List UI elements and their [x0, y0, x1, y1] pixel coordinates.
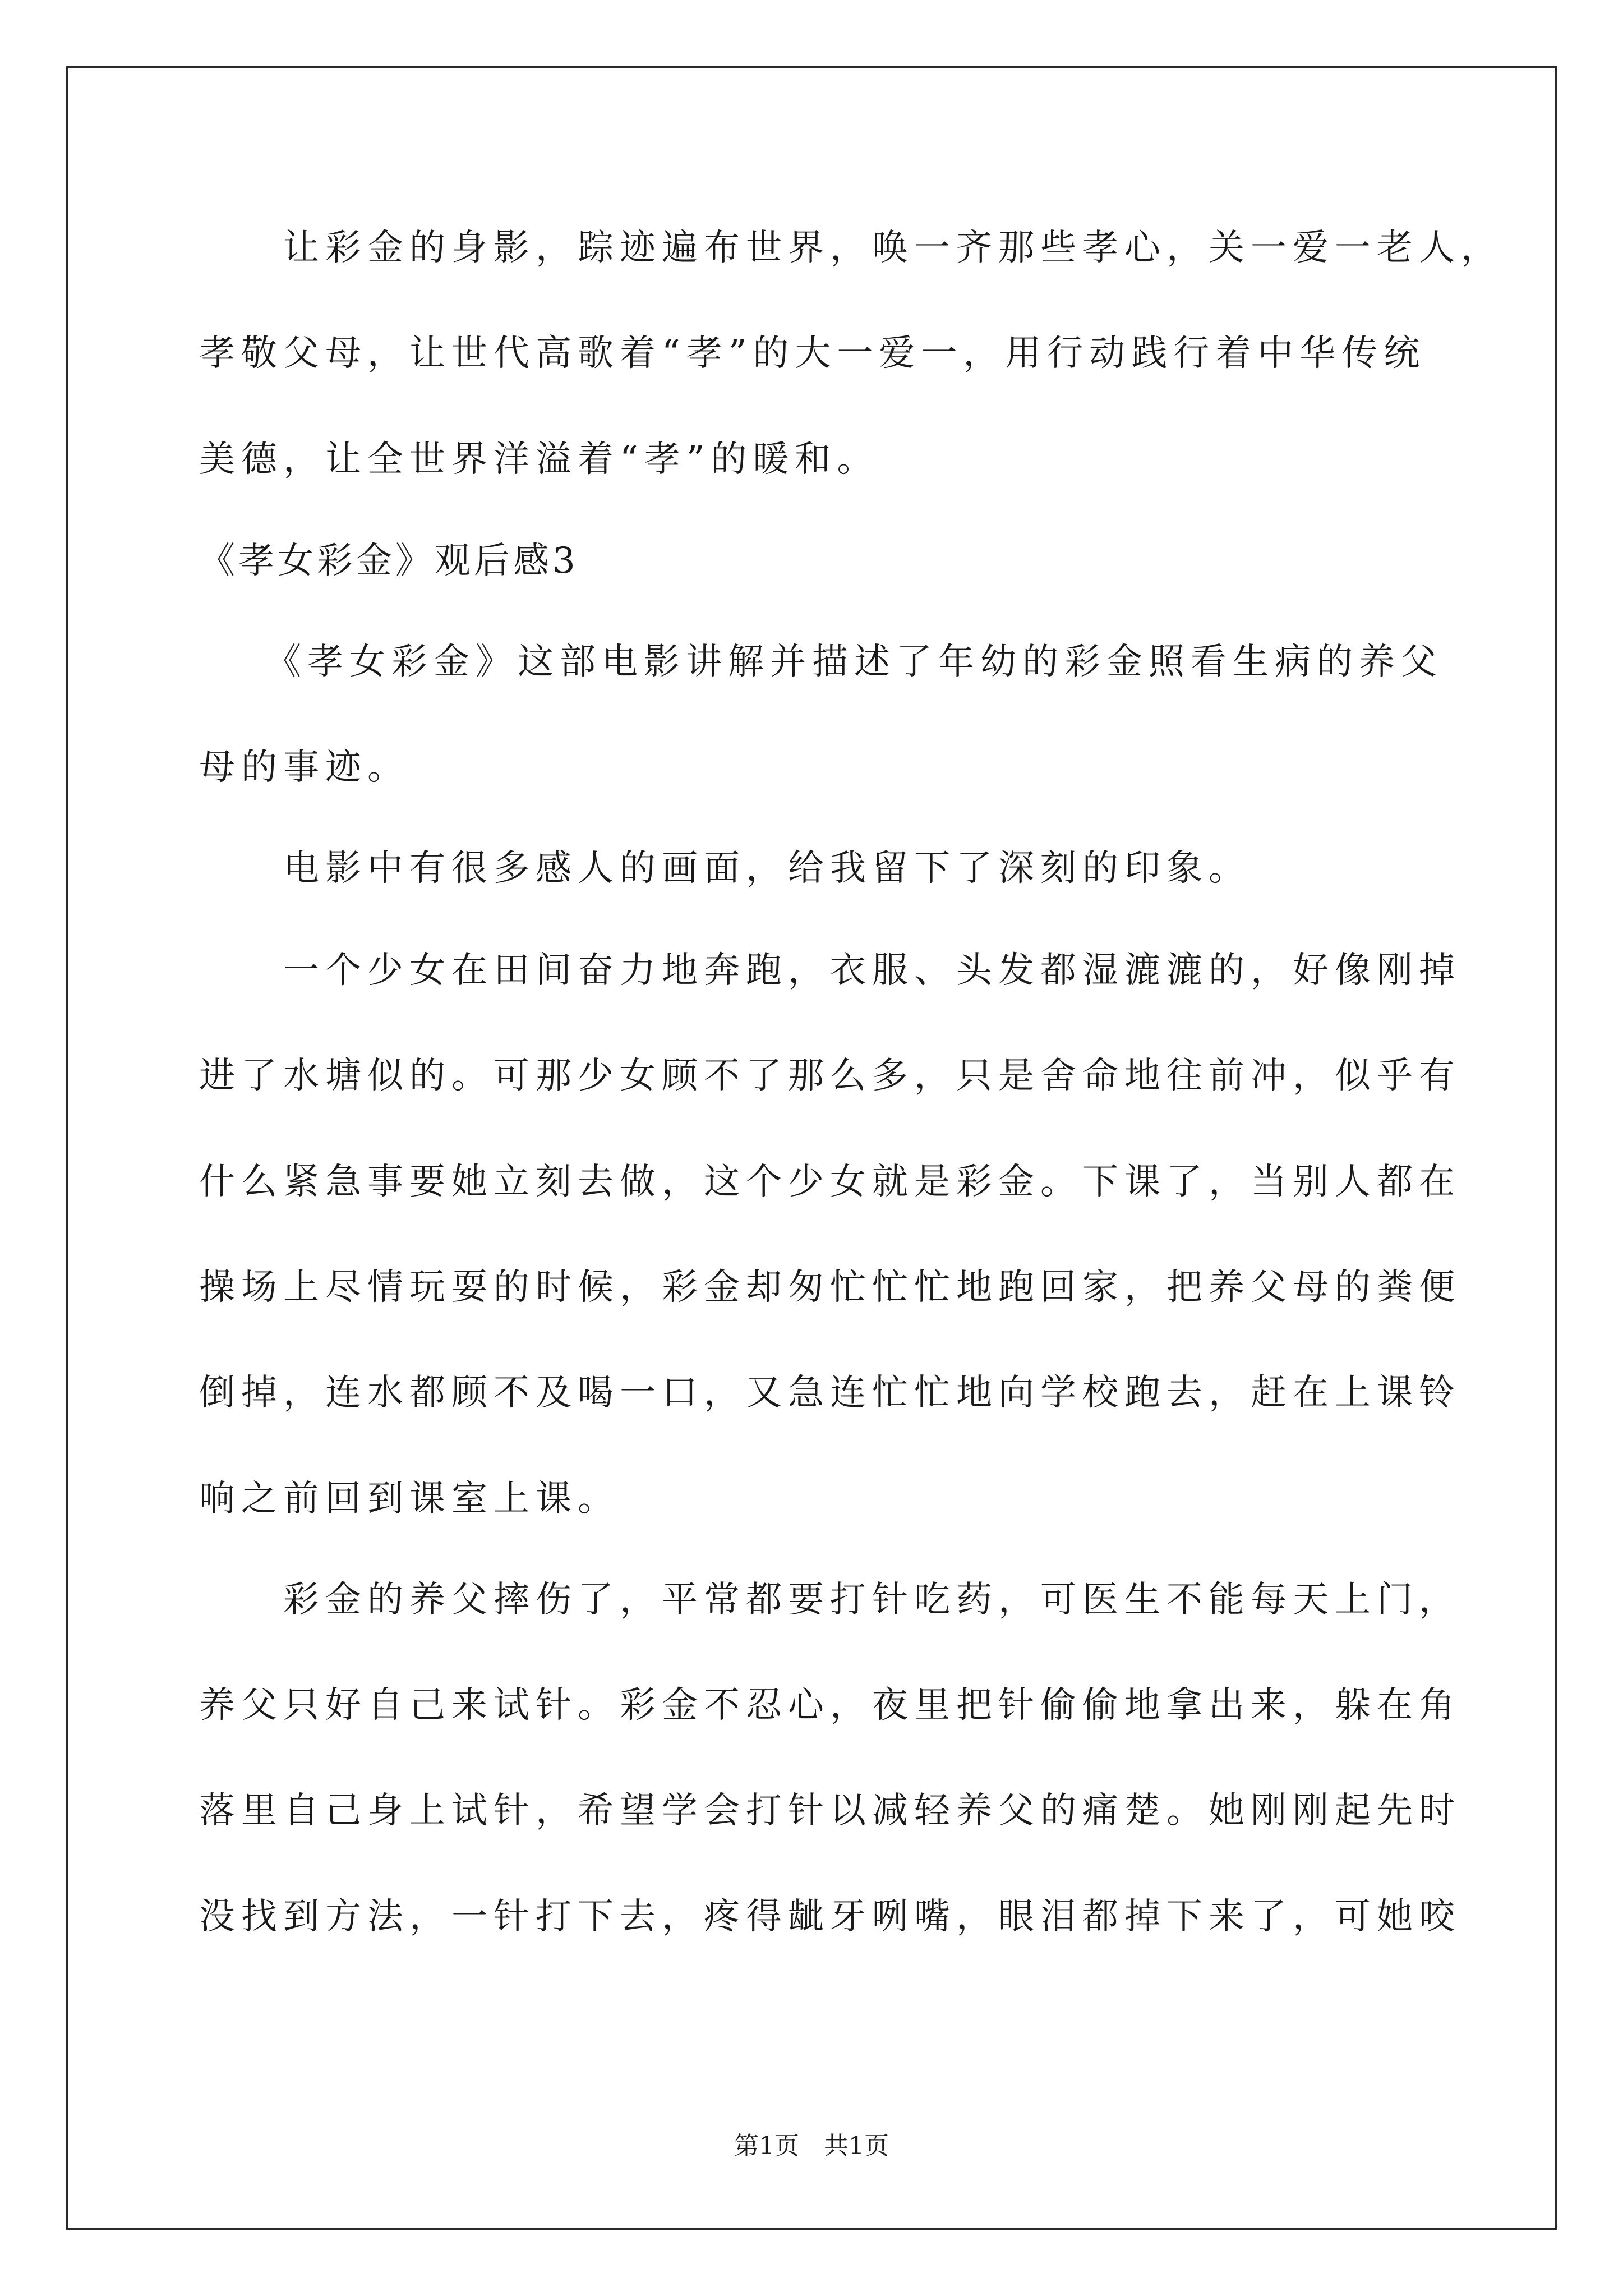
text-line: 响之前回到课室上课。 — [199, 1478, 620, 1520]
text-line: 养父只好自己来试针。彩金不忍心，夜里把针偷偷地拿出来，躲在角 — [199, 1685, 1461, 1726]
text-line: 电影中有很多感人的画面，给我留下了深刻的印象。 — [199, 848, 1251, 889]
text-line: 倒掉，连水都顾不及喝一口，又急连忙忙地向学校跑去，赶在上课铃 — [199, 1372, 1461, 1414]
text-line: 操场上尽情玩耍的时候，彩金却匆忙忙忙地跑回家，把养父母的粪便 — [199, 1267, 1461, 1308]
text-line: 母的事迹。 — [199, 747, 409, 788]
text-line: 一个少女在田间奋力地奔跑，衣服、头发都湿漉漉的，好像刚掉 — [199, 950, 1461, 991]
text-line: 落里自己身上试针，希望学会打针以减轻养父的痛楚。她刚刚起先时 — [199, 1790, 1461, 1832]
text-line: 让彩金的身影，踪迹遍布世界，唤一齐那些孝心，关一爱一老人， — [199, 227, 1503, 269]
text-line: 《孝女彩金》这部电影讲解并描述了年幼的彩金照看生病的养父 — [199, 641, 1443, 683]
section-heading: 《孝女彩金》观后感3 — [199, 540, 579, 582]
text-line: 美德，让全世界洋溢着“孝”的暖和。 — [199, 439, 879, 480]
text-line: 进了水塘似的。可那少女顾不了那么多，只是舍命地往前冲，似乎有 — [199, 1055, 1461, 1097]
text-line: 孝敬父母，让世代高歌着“孝”的大一爱一，用行动践行着中华传统 — [199, 333, 1426, 374]
text-line: 没找到方法，一针打下去，疼得龇牙咧嘴，眼泪都掉下来了，可她咬 — [199, 1896, 1461, 1938]
text-line: 什么紧急事要她立刻去做，这个少女就是彩金。下课了，当别人都在 — [199, 1161, 1461, 1203]
text-line: 彩金的养父摔伤了，平常都要打针吃药，可医生不能每天上门， — [199, 1579, 1461, 1621]
page-footer: 第1页 共1页 — [734, 2132, 889, 2160]
